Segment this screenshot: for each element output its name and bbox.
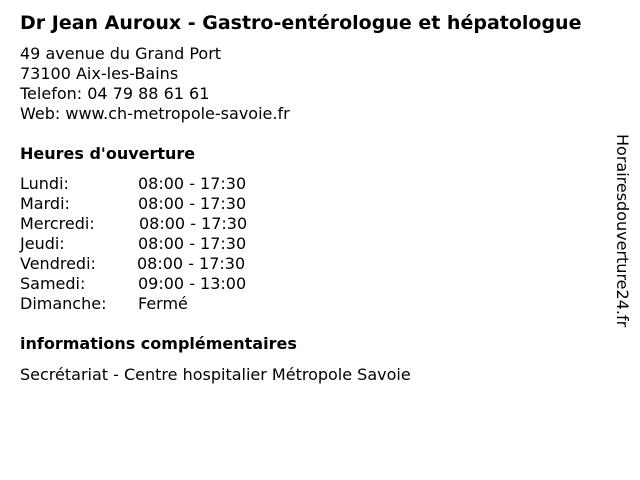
website: Web: www.ch-metropole-savoie.fr	[20, 104, 290, 123]
day-label: Mercredi:	[20, 214, 95, 233]
time-value: Fermé	[138, 294, 188, 313]
street-address: 49 avenue du Grand Port	[20, 44, 222, 63]
time-value: 08:00 - 17:30	[139, 214, 248, 233]
time-value: 08:00 - 17:30	[137, 254, 246, 273]
hours-heading: Heures d'ouverture	[20, 144, 196, 163]
time-value: 08:00 - 17:30	[138, 194, 247, 213]
day-label: Samedi:	[20, 274, 86, 293]
day-label: Dimanche:	[20, 294, 107, 313]
day-label: Vendredi:	[20, 254, 96, 273]
time-value: 08:00 - 17:30	[138, 174, 247, 193]
site-watermark: Horairesdouverture24.fr	[613, 134, 632, 328]
info-heading: informations complémentaires	[20, 334, 297, 353]
time-value: 09:00 - 13:00	[138, 274, 247, 293]
info-text: Secrétariat - Centre hospitalier Métropole Savoie	[20, 365, 411, 384]
phone-number: Telefon: 04 79 88 61 61	[20, 84, 210, 103]
day-label: Mardi:	[20, 194, 70, 213]
time-value: 08:00 - 17:30	[138, 234, 247, 253]
city: 73100 Aix-les-Bains	[20, 64, 179, 83]
address-block	[20, 44, 290, 124]
page-title: Dr Jean Auroux - Gastro-entérologue et hépatologue	[20, 12, 582, 34]
day-label: Lundi:	[20, 174, 69, 193]
day-label: Jeudi:	[20, 234, 65, 253]
